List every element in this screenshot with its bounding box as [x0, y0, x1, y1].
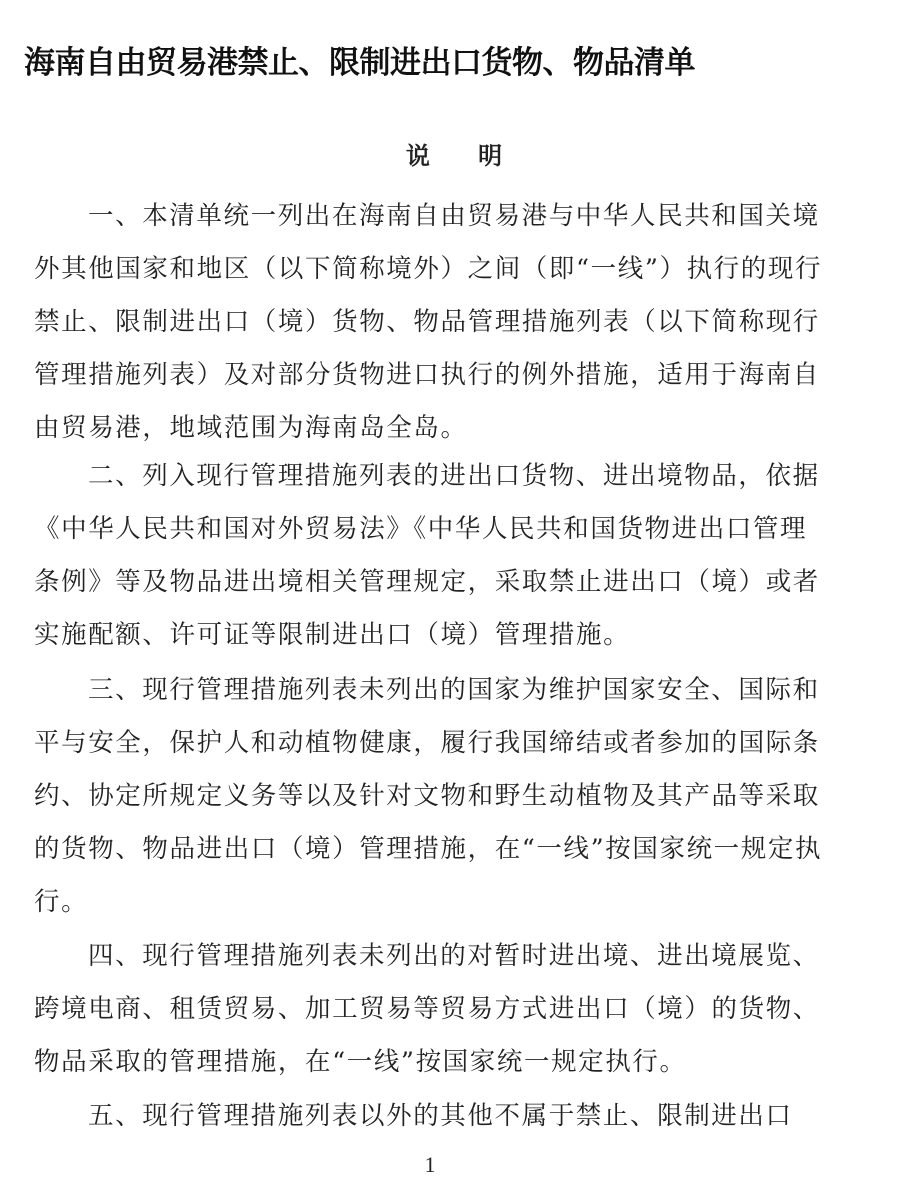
- paragraph-line: 五、现行管理措施列表以外的其他不属于禁止、限制进出口: [88, 1101, 793, 1131]
- paragraph-line: 平与安全，保护人和动植物健康，履行我国缔结或者参加的国际条: [34, 728, 820, 758]
- paragraph-line: 一、本清单统一列出在海南自由贸易港与中华人民共和国关境: [88, 201, 820, 231]
- paragraph-line: 行。: [34, 887, 89, 917]
- paragraph-line: 四、现行管理措施列表未列出的对暂时进出境、进出境展览、: [88, 941, 820, 971]
- paragraph-line: 管理措施列表）及对部分货物进口执行的例外措施，适用于海南自: [34, 360, 820, 390]
- paragraph-line: 的货物、物品进出口（境）管理措施，在“一线”按国家统一规定执: [34, 834, 823, 864]
- page-number: 1: [424, 1152, 436, 1177]
- paragraph-line: 禁止、限制进出口（境）货物、物品管理措施列表（以下简称现行: [34, 307, 820, 337]
- section-heading: 说 明: [405, 141, 523, 170]
- paragraph-2: [34, 450, 834, 662]
- paragraph-line: 物品采取的管理措施，在“一线”按国家统一规定执行。: [34, 1047, 687, 1077]
- paragraph-line: 三、现行管理措施列表未列出的国家为维护国家安全、国际和: [88, 675, 820, 705]
- paragraph-line: 约、协定所规定义务等以及针对文物和野生动植物及其产品等采取: [34, 781, 820, 811]
- paragraph-line: 实施配额、许可证等限制进出口（境）管理措施。: [34, 620, 631, 650]
- paragraph-4: [34, 930, 834, 1089]
- paragraph-line: 条例》等及物品进出境相关管理规定，采取禁止进出口（境）或者: [34, 567, 820, 597]
- paragraph-line: 《中华人民共和国对外贸易法》《中华人民共和国货物进出口管理: [34, 514, 808, 544]
- paragraph-line: 跨境电商、租赁贸易、加工贸易等贸易方式进出口（境）的货物、: [34, 994, 820, 1024]
- paragraph-line: 外其他国家和地区（以下简称境外）之间（即“一线”）执行的现行: [34, 254, 823, 284]
- paragraph-5: [34, 1090, 834, 1143]
- document-title: 海南自由贸易港禁止、限制进出口货物、物品清单: [24, 44, 695, 81]
- paragraph-line: 由贸易港，地域范围为海南岛全岛。: [34, 413, 468, 443]
- paragraph-1: [34, 190, 834, 455]
- paragraph-line: 二、列入现行管理措施列表的进出口货物、进出境物品，依据: [88, 461, 820, 491]
- paragraph-3: [34, 664, 834, 929]
